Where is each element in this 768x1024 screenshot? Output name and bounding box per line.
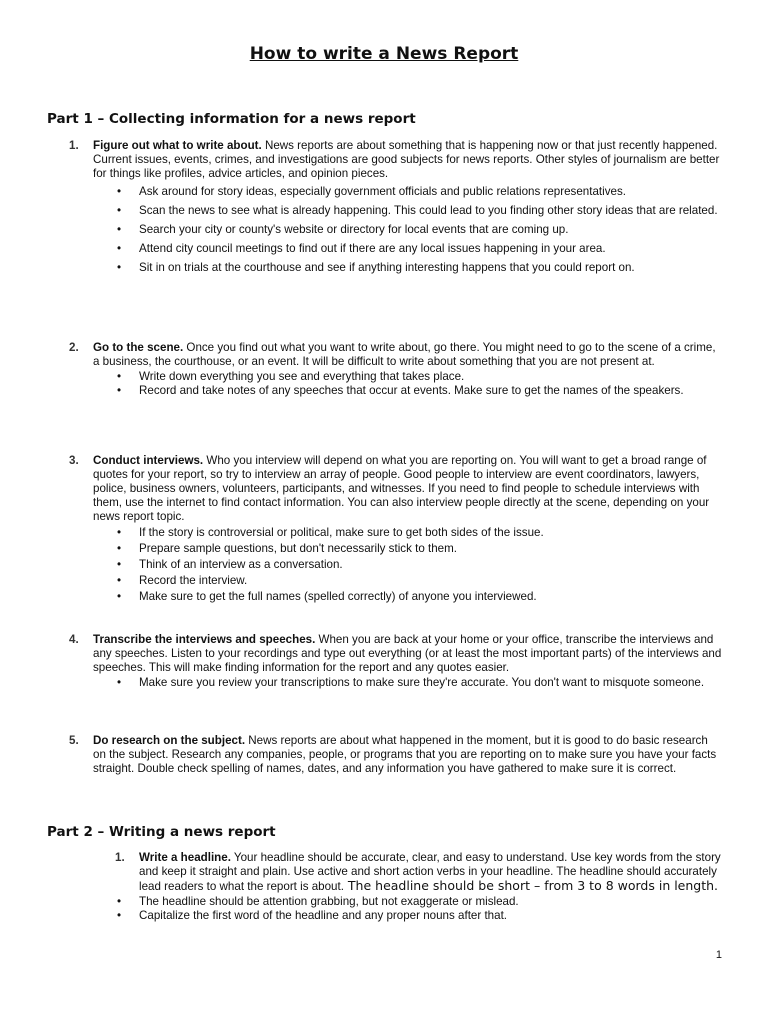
item-lead: Transcribe the interviews and speeches.: [93, 633, 316, 646]
item-number: 5.: [69, 734, 79, 747]
item-number: 4.: [69, 633, 79, 646]
part1-item-4: [69, 633, 723, 690]
item-lead: Go to the scene.: [93, 341, 184, 354]
item-lead: Figure out what to write about.: [93, 139, 262, 152]
item-lead: Write a headline.: [139, 851, 231, 864]
item-text: News reports are about what happened in the moment, but it is good to do basic research on the subject. Research any companies, people, or programs that you are reporting on to make sure you have your facts straight. Double check spelling of names, dates, and any information you have gathered to make sure it is correct.: [93, 734, 717, 775]
item-text: Who you interview will depend on what you are reporting on. You will want to get a broad range of quotes for your report, so try to interview an array of people. Good people to interview are event coordinators, lawyers, police, business owners, volunteers, participants, and witnesses. If you need to find people to schedule interviews with them, use the internet to find contact information. You can also interview people directly at the scene, depending on your news report topic.: [93, 454, 710, 523]
part1-item-2: [69, 341, 723, 398]
item-text: News reports are about something that is happening now or that just recently happened. Current issues, events, crimes, and investigations are good subjects for news reports. Other styles of journalism are better for things like profiles, advice articles, and opinion pieces.: [93, 139, 720, 180]
list-item: • Ask around for story ideas, especially government officials and public relations representatives.: [139, 182, 723, 201]
part1-heading: Part 1 – Collecting information for a news report: [47, 111, 416, 127]
item-bullets: [93, 182, 723, 277]
item-number: 1.: [115, 851, 125, 864]
list-item: • The headline should be attention grabbing, but not exaggerate or mislead.: [139, 895, 723, 909]
list-item: • Record and take notes of any speeches that occur at events. Make sure to get the names of the speakers.: [139, 384, 723, 398]
item-bullets: [93, 525, 723, 605]
list-item: • Record the interview.: [139, 573, 723, 589]
list-item: • Think of an interview as a conversation.: [139, 557, 723, 573]
part2-heading: Part 2 – Writing a news report: [47, 824, 276, 840]
item-text-tail: The headline should be short – from 3 to 8 words in length.: [343, 878, 719, 893]
list-item: • Search your city or county's website or directory for local events that are coming up.: [139, 220, 723, 239]
part1-item-3: [69, 454, 723, 605]
item-text: When you are back at your home or your office, transcribe the interviews and any speeches. Listen to your recordings and type out everything (or at least the most important parts) of the interviews and speeches. This will make finding information for the report and any quotes easier.: [93, 633, 722, 674]
list-item: • Make sure you review your transcriptions to make sure they're accurate. You don't want to misquote someone.: [139, 676, 723, 690]
item-bullets: [139, 895, 723, 923]
list-item: • If the story is controversial or political, make sure to get both sides of the issue.: [139, 525, 723, 541]
item-number: 2.: [69, 341, 79, 354]
list-item: • Attend city council meetings to find out if there are any local issues happening in your area.: [139, 239, 723, 258]
item-number: 1.: [69, 139, 79, 152]
document-title: How to write a News Report: [249, 44, 519, 64]
list-item: • Capitalize the first word of the headline and any proper nouns after that.: [139, 909, 723, 923]
list-item: • Scan the news to see what is already happening. This could lead to you finding other story ideas that are related.: [139, 201, 723, 220]
item-lead: Conduct interviews.: [93, 454, 204, 467]
part1-item-5: [69, 734, 723, 776]
item-lead: Do research on the subject.: [93, 734, 246, 747]
item-text: Once you find out what you want to write about, go there. You might need to go to the scene of a crime, a business, the courthouse, or an event. It will be difficult to write about something that you are not present at.: [93, 341, 716, 368]
item-text: Your headline should be accurate, clear, and easy to understand. Use key words from the story and keep it straight and plain. Use active and short action verbs in your headline. The headline should accurately lead readers to what the report is about.: [139, 851, 721, 893]
item-number: 3.: [69, 454, 79, 467]
list-item: • Make sure to get the full names (spelled correctly) of anyone you interviewed.: [139, 589, 723, 605]
list-item: • Sit in on trials at the courthouse and see if anything interesting happens that you could report on.: [139, 258, 723, 277]
part1-item-1: [69, 139, 723, 277]
part2-item-1: [115, 851, 723, 923]
item-bullets: [93, 676, 723, 690]
page-number: 1: [715, 949, 722, 961]
item-bullets: [93, 370, 723, 398]
list-item: • Prepare sample questions, but don't necessarily stick to them.: [139, 541, 723, 557]
list-item: • Write down everything you see and everything that takes place.: [139, 370, 723, 384]
